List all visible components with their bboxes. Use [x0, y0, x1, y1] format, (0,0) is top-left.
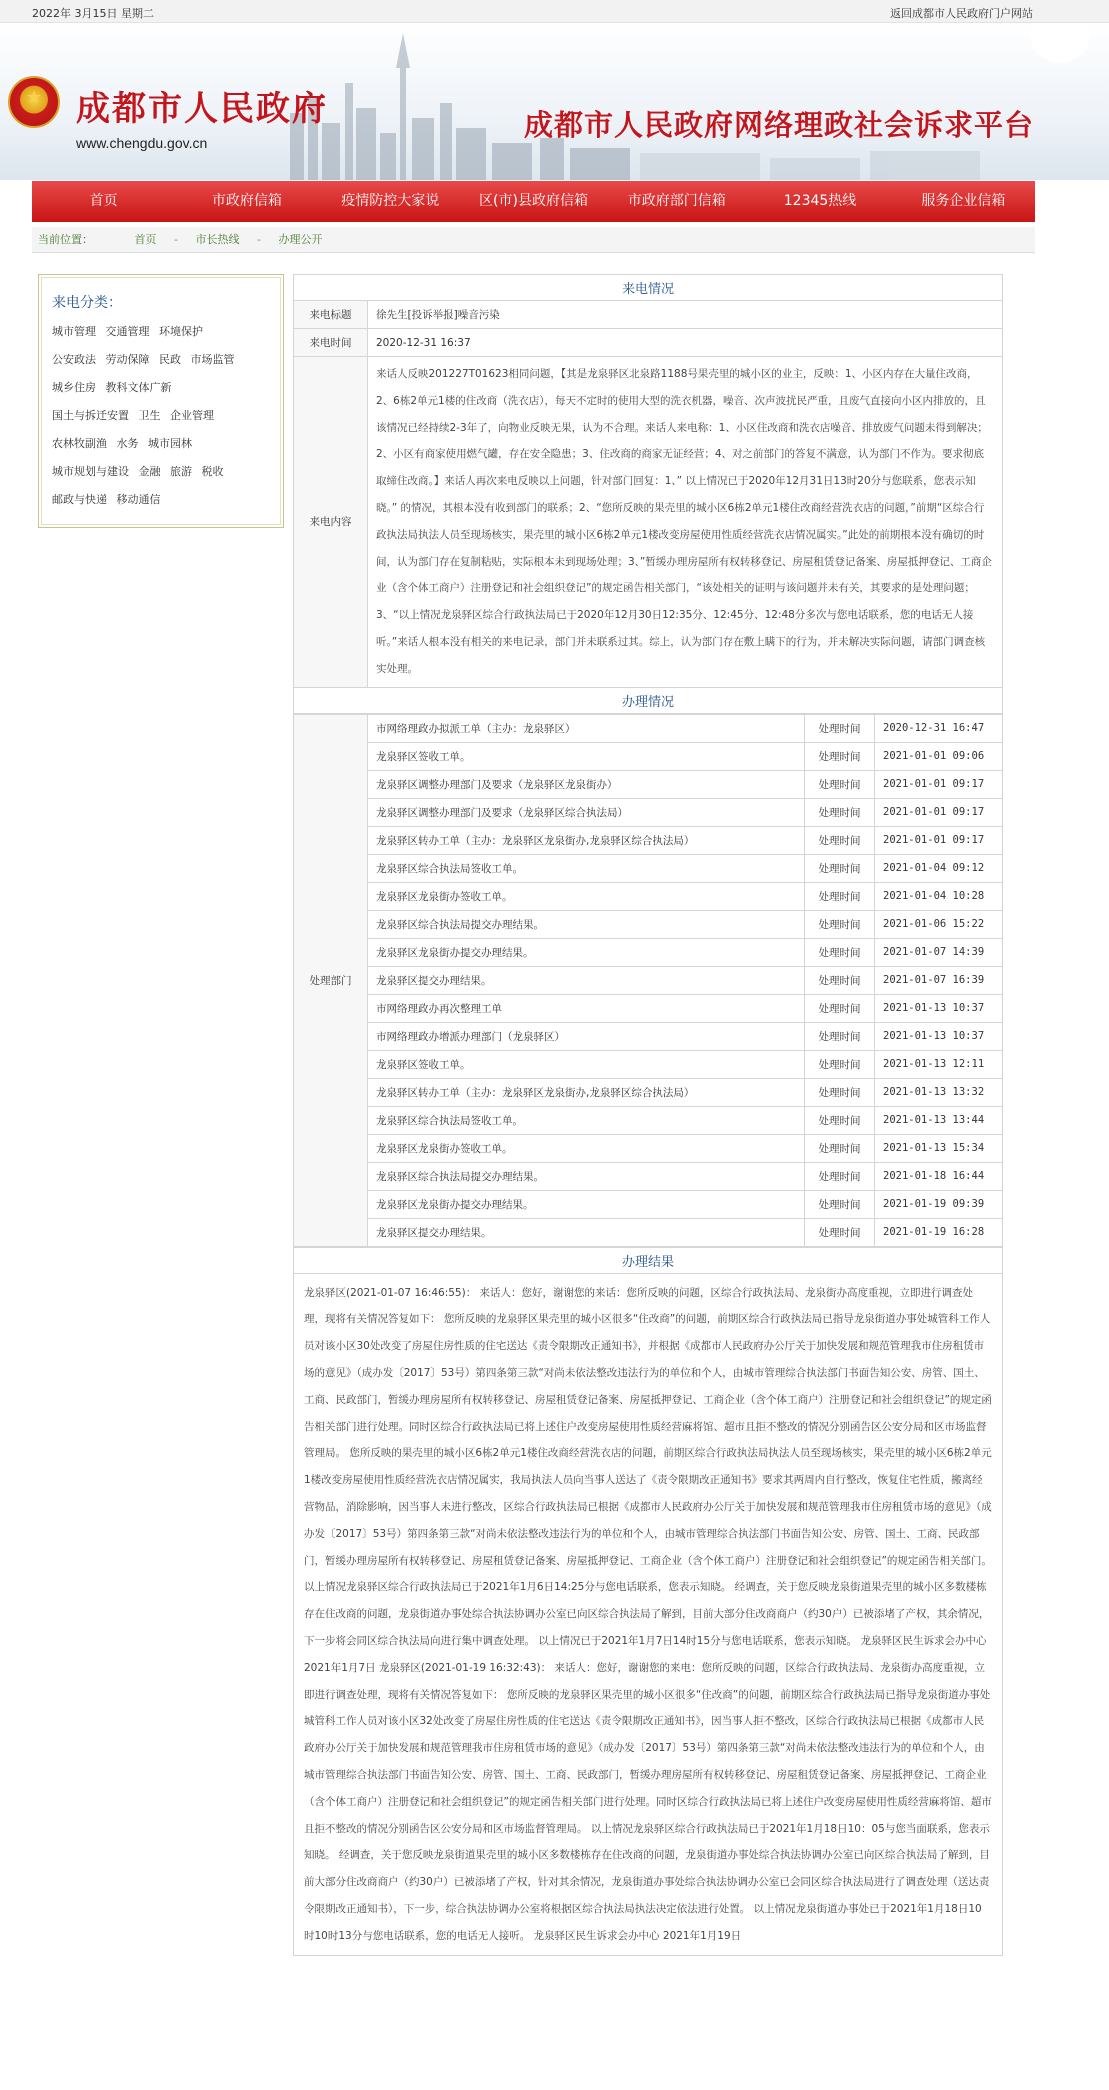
category-link[interactable]: 城乡住房 — [52, 381, 96, 394]
nav-department-mailbox[interactable]: 市政府部门信箱 — [627, 193, 726, 209]
category-link[interactable]: 城市管理 — [52, 325, 96, 338]
process-row — [294, 938, 1003, 966]
subject-label: 来电标题 — [294, 301, 368, 329]
time-value: 2020-12-31 16:37 — [368, 329, 1003, 357]
process-time-label: 处理时间 — [805, 966, 875, 994]
nav-hotline[interactable]: 12345热线 — [783, 193, 857, 209]
process-time-label: 处理时间 — [805, 1106, 875, 1134]
process-row — [294, 966, 1003, 994]
process-desc: 龙泉驿区调整办理部门及要求（龙泉驿区综合执法局） — [368, 798, 805, 826]
category-link[interactable]: 交通管理 — [105, 325, 150, 338]
dept-label: 处理部门 — [294, 714, 368, 1246]
detail-content — [293, 274, 1003, 1956]
category-link[interactable]: 移动通信 — [116, 493, 161, 506]
process-time-value: 2021-01-13 13:44 — [875, 1106, 1003, 1134]
process-time-value: 2021-01-19 09:39 — [875, 1190, 1003, 1218]
process-row — [294, 770, 1003, 798]
process-time-value: 2021-01-01 09:17 — [875, 826, 1003, 854]
process-desc: 龙泉驿区提交办理结果。 — [368, 966, 805, 994]
process-time-value: 2020-12-31 16:47 — [875, 714, 1003, 742]
category-link[interactable]: 金融 — [138, 465, 161, 478]
process-row — [294, 1190, 1003, 1218]
process-time-value: 2021-01-06 15:22 — [875, 910, 1003, 938]
category-row — [52, 486, 270, 514]
subject-value: 徐先生[投诉举报]噪音污染 — [368, 301, 1003, 329]
process-time-label: 处理时间 — [805, 1134, 875, 1162]
nav-enterprise-mailbox[interactable]: 服务企业信箱 — [921, 193, 1006, 209]
process-table — [293, 714, 1003, 1247]
result-heading: 办理结果 — [294, 1247, 1003, 1273]
call-info-table — [293, 274, 1003, 714]
process-row — [294, 1022, 1003, 1050]
process-time-value: 2021-01-04 09:12 — [875, 854, 1003, 882]
category-link[interactable]: 税收 — [201, 465, 224, 478]
process-time-label: 处理时间 — [805, 938, 875, 966]
breadcrumb — [32, 227, 1035, 253]
process-time-value: 2021-01-13 10:37 — [875, 994, 1003, 1022]
process-desc: 龙泉驿区综合执法局签收工单。 — [368, 1106, 805, 1134]
category-link[interactable]: 城市园林 — [148, 437, 192, 450]
process-time-label: 处理时间 — [805, 882, 875, 910]
call-info-heading: 来电情况 — [294, 275, 1003, 301]
category-link[interactable]: 民政 — [159, 353, 181, 366]
process-row — [294, 714, 1003, 742]
category-row — [52, 346, 270, 374]
current-date: 2022年 3月15日 星期二 — [32, 7, 154, 20]
process-time-label: 处理时间 — [805, 854, 875, 882]
breadcrumb-home[interactable]: 首页 — [134, 233, 157, 246]
process-desc: 市网络理政办拟派工单（主办：龙泉驿区） — [368, 714, 805, 742]
platform-title: 成都市人民政府网络理政社会诉求平台 — [523, 108, 1034, 142]
process-time-value: 2021-01-13 15:34 — [875, 1134, 1003, 1162]
category-link[interactable]: 国土与拆迁安置 — [52, 409, 129, 422]
process-time-value: 2021-01-07 16:39 — [875, 966, 1003, 994]
process-row — [294, 742, 1003, 770]
category-link[interactable]: 教科文体广新 — [105, 381, 172, 394]
process-desc: 市网络理政办再次整理工单 — [368, 994, 805, 1022]
process-time-label: 处理时间 — [805, 714, 875, 742]
process-time-label: 处理时间 — [805, 1022, 875, 1050]
category-link[interactable]: 市场监管 — [190, 353, 235, 366]
process-time-label: 处理时间 — [805, 798, 875, 826]
process-row — [294, 1162, 1003, 1190]
process-time-value: 2021-01-13 13:32 — [875, 1078, 1003, 1106]
process-row — [294, 1078, 1003, 1106]
process-time-label: 处理时间 — [805, 826, 875, 854]
breadcrumb-separator: - — [174, 233, 178, 246]
process-time-label: 处理时间 — [805, 994, 875, 1022]
content-label: 来电内容 — [294, 357, 368, 688]
process-desc: 龙泉驿区提交办理结果。 — [368, 1218, 805, 1246]
process-desc: 龙泉驿区综合执法局提交办理结果。 — [368, 1162, 805, 1190]
process-heading: 办理情况 — [294, 687, 1003, 713]
process-row — [294, 1050, 1003, 1078]
category-link[interactable]: 城市规划与建设 — [52, 465, 129, 478]
process-row — [294, 910, 1003, 938]
process-time-label: 处理时间 — [805, 742, 875, 770]
process-time-value: 2021-01-01 09:17 — [875, 770, 1003, 798]
process-time-value: 2021-01-04 10:28 — [875, 882, 1003, 910]
category-link[interactable]: 企业管理 — [170, 409, 214, 422]
process-time-label: 处理时间 — [805, 1218, 875, 1246]
site-url: www.chengdu.gov.cn — [76, 135, 208, 151]
category-link[interactable]: 旅游 — [170, 465, 192, 478]
breadcrumb-current[interactable]: 办理公开 — [278, 233, 323, 246]
category-row — [52, 318, 270, 346]
category-row — [52, 402, 270, 430]
back-to-portal-link[interactable]: 返回成都市人民政府门户网站 — [890, 7, 1033, 20]
process-row — [294, 1134, 1003, 1162]
nav-district-mailbox[interactable]: 区(市)县政府信箱 — [479, 193, 588, 209]
process-desc: 龙泉驿区签收工单。 — [368, 742, 805, 770]
process-row — [294, 1218, 1003, 1246]
process-row — [294, 882, 1003, 910]
category-link[interactable]: 卫生 — [138, 409, 161, 422]
process-desc: 龙泉驿区签收工单。 — [368, 1050, 805, 1078]
result-table — [293, 1247, 1003, 1957]
process-row — [294, 1106, 1003, 1134]
nav-home[interactable]: 首页 — [89, 193, 118, 209]
process-time-label: 处理时间 — [805, 1050, 875, 1078]
content-value: 来话人反映201227T01623相同问题，【其是龙泉驿区北泉路1188号果壳里的城小区的业主，反映：1、小区内存在大量住改商，2、6栋2单元1楼的住改商（洗衣店），每天不定时的使用大型的洗衣机器，噪音、次声波扰民严重，且废气直接向小区内排放的，且该情况已经持续2-3年了，向物业反映无果，认为不合理。来话人来电称：1、小区住改商和洗衣店噪音、排放废气问题未得到解决；2、小区有商家使用燃气罐，存在安全隐患；3、住改商的商家无证经营；4、对之前部门的答复不满意，认为部门不作为。要求彻底取缔住改商。】来话人再次来电反映以上问题，针对部门回复：1、” 以上情况已于2020年12月31日13时20分与您联系，您表示知晓。” 的情况，其根本没有收到部门的联系；2、“您所反映的果壳里的城小区6栋2单元1楼住改商经营洗衣店的问题，”前期“区综合行政执法局执法人员至现场核实，果壳里的城小区6栋2单元1楼改变房屋使用性质经营洗衣店情况属实。”此处的前期根本没有确切的时间，认为部门存在复制粘贴，实际根本未到现场处理；3、”暂缓办理房屋所有权转移登记、房屋租赁登记备案、房屋抵押登记、工商企业（含个体工商户）注册登记和社会组织登记”的规定函告相关部门，“该处相关的证明与该问题并未有关，其要求的是处理问题；3、“以上情况龙泉驿区综合行政执法局已于2020年12月30日12:35分、12:45分、12:48分多次与您电话联系，您的电话无人接听。”来话人根本没有相关的来电记录，部门并未联系过其。综上，认为部门存在敷上瞒下的行为，并未解决实际问题，请部门调查核实处理。 — [368, 357, 1003, 688]
process-time-label: 处理时间 — [805, 910, 875, 938]
process-desc: 龙泉驿区转办工单（主办：龙泉驿区龙泉街办,龙泉驿区综合执法局） — [368, 826, 805, 854]
breadcrumb-label: 当前位置： — [38, 233, 93, 246]
process-desc: 龙泉驿区龙泉街办签收工单。 — [368, 1134, 805, 1162]
process-time-value: 2021-01-18 16:44 — [875, 1162, 1003, 1190]
breadcrumb-hotline[interactable]: 市长热线 — [195, 233, 240, 246]
category-row — [52, 430, 270, 458]
process-row — [294, 798, 1003, 826]
category-link[interactable]: 环境保护 — [159, 325, 203, 338]
category-sidebar — [38, 274, 284, 528]
process-time-value: 2021-01-19 16:28 — [875, 1218, 1003, 1246]
main-nav — [32, 181, 1035, 222]
process-desc: 市网络理政办增派办理部门（龙泉驿区） — [368, 1022, 805, 1050]
category-link[interactable]: 邮政与快递 — [52, 493, 107, 506]
site-title: 成都市人民政府 — [76, 89, 328, 129]
result-text: 龙泉驿区(2021-01-07 16:46:55)： 来话人：您好，谢谢您的来话：您所反映的问题，区综合行政执法局、龙泉街办高度重视，立即进行调查处理，现将有关情况答复如下： 您所反映的龙泉驿区果壳里的城小区很多“住改商”的问题，前期区综合行政执法局已指导龙泉街道办事处城管科工作人员对该小区30处改变了房屋住房性质的住宅送达《责令限期改正通知书》，并根据《成都市人民政府办公厅关于加快发展和规范管理我市住房租赁市场的意见》（成办发〔2017〕53号）第四条第三款“对尚未依法整改违法行为的单位和个人，由城市管理综合执法部门书面告知公安、房管、国土、工商、民政部门，暂缓办理房屋所有权转移登记、房屋租赁登记备案、房屋抵押登记、工商企业（含个体工商户）注册登记和社会组织登记”的规定函告相关部门进行处理。同时区综合行政执法局已将上述住户改变房屋使用性质经营麻将馆、超市且拒不整改的情况分别函告区公安分局和区市场监督管理局。 您所反映的果壳里的城小区6栋2单元1楼住改商经营洗衣店的问题，前期区综合行政执法局执法人员至现场核实，果壳里的城小区6栋2单元1楼改变房屋使用性质经营洗衣店情况属实，我局执法人员向当事人送达了《责令限期改正通知书》要求其两周内自行整改，恢复住宅性质，搬离经营物品，消除影响，因当事人未进行整改，区综合行政执法局已根据《成都市人民政府办公厅关于加快发展和规范管理我市住房租赁市场的意见》（成办发〔2017〕53号）第四条第三款“对尚未依法整改违法行为的单位和个人，由城市管理综合执法部门书面告知公安、房管、国土、工商、民政部门，暂缓办理房屋所有权转移登记、房屋租赁登记备案、房屋抵押登记、工商企业（含个体工商户）注册登记和社会组织登记”的规定函告相关部门。 以上情况龙泉驿区综合行政执法局已于2021年1月6日14:25分与您电话联系，您表示知晓。 经调查，关于您反映龙泉街道果壳里的城小区多数楼栋存在住改商的问题，龙泉街道办事处综合执法协调办公室已向区综合执法局了解到，目前大部分住改商商户（约30户）已被添堵了产权，其余情况，下一步将会同区综合执法局向进行集中调查处理。 以上情况已于2021年1月7日14时15分与您电话联系，您表示知晓。 龙泉驿区民生诉求会办中心 2021年1月7日 龙泉驿区(2021-01-19 16:32:43)： 来话人：您好，谢谢您的来电：您所反映的问题，区综合行政执法局、龙泉街办高度重视，立即进行调查处理，现将有关情况答复如下： 您所反映的龙泉驿区果壳里的城小区很多“住改商”的问题，前期区综合行政执法局已指导龙泉街道办事处城管科工作人员对该小区32处改变了房屋住房性质的住宅送达《责令限期改正通知书》，因当事人拒不整改，区综合行政执法局已根据《成都市人民政府办公厅关于加快发展和规范管理我市住房租赁市场的意见》（成办发〔2017〕53号）第四条第三款“对尚未依法整改违法行为的单位和个人，由城市管理综合执法部门书面告知公安、房管、国土、工商、民政部门，暂缓办理房屋所有权转移登记、房屋租赁登记备案、房屋抵押登记、工商企业（含个体工商户）注册登记和社会组织登记”的规定函告相关部门进行处理。同时区综合行政执法局已将上述住户改变房屋使用性质经营麻将馆、超市且拒不整改的情况分别函告区公安分局和区市场监督管理局。 以上情况龙泉驿区综合行政执法局已于2021年1月18日10：05与您当面联系，您表示知晓。 经调查，关于您反映龙泉街道果壳里的城小区多数楼栋存在住改商的问题，龙泉街道办事处综合执法协调办公室已向区综合执法局了解到，目前大部分住改商商户（约30户）已被添堵了产权，针对其余情况，龙泉街道办事处综合执法协调办公室已会同区综合执法局进行了调查处理（送达责令限期改正通知书），下一步，综合执法协调办公室将根据区综合执法局执法决定依法进行处置。 以上情况龙泉街道办事处已于2021年1月18日10时10时13分与您电话联系，您的电话无人接听。 龙泉驿区民生诉求会办中心 2021年1月19日 — [294, 1273, 1003, 1956]
process-row — [294, 994, 1003, 1022]
top-bar — [0, 0, 1109, 23]
process-desc: 龙泉驿区转办工单（主办：龙泉驿区龙泉街办,龙泉驿区综合执法局） — [368, 1078, 805, 1106]
nav-city-mailbox[interactable]: 市政府信箱 — [211, 193, 282, 209]
process-time-label: 处理时间 — [805, 1078, 875, 1106]
process-desc: 龙泉驿区综合执法局提交办理结果。 — [368, 910, 805, 938]
process-time-label: 处理时间 — [805, 770, 875, 798]
breadcrumb-separator: - — [256, 233, 261, 246]
category-link[interactable]: 劳动保障 — [105, 353, 150, 366]
process-time-value: 2021-01-01 09:06 — [875, 742, 1003, 770]
process-time-value: 2021-01-13 10:37 — [875, 1022, 1003, 1050]
national-emblem-icon — [8, 76, 60, 128]
process-desc: 龙泉驿区龙泉街办提交办理结果。 — [368, 1190, 805, 1218]
category-link[interactable]: 水务 — [116, 437, 139, 450]
category-link[interactable]: 公安政法 — [52, 353, 96, 366]
category-link[interactable]: 农林牧副渔 — [52, 437, 107, 450]
time-label: 来电时间 — [294, 329, 368, 357]
category-row — [52, 374, 270, 402]
process-time-label: 处理时间 — [805, 1190, 875, 1218]
process-time-label: 处理时间 — [805, 1162, 875, 1190]
process-desc: 龙泉驿区龙泉街办提交办理结果。 — [368, 938, 805, 966]
sidebar-title: 来电分类： — [52, 295, 122, 311]
process-desc: 龙泉驿区综合执法局签收工单。 — [368, 854, 805, 882]
process-desc: 龙泉驿区龙泉街办签收工单。 — [368, 882, 805, 910]
nav-epidemic[interactable]: 疫情防控大家说 — [341, 193, 440, 209]
process-time-value: 2021-01-01 09:17 — [875, 798, 1003, 826]
process-row — [294, 826, 1003, 854]
category-row — [52, 458, 270, 486]
process-row — [294, 854, 1003, 882]
header-banner — [0, 23, 1109, 180]
process-time-value: 2021-01-13 12:11 — [875, 1050, 1003, 1078]
process-desc: 龙泉驿区调整办理部门及要求（龙泉驿区龙泉街办） — [368, 770, 805, 798]
process-time-value: 2021-01-07 14:39 — [875, 938, 1003, 966]
